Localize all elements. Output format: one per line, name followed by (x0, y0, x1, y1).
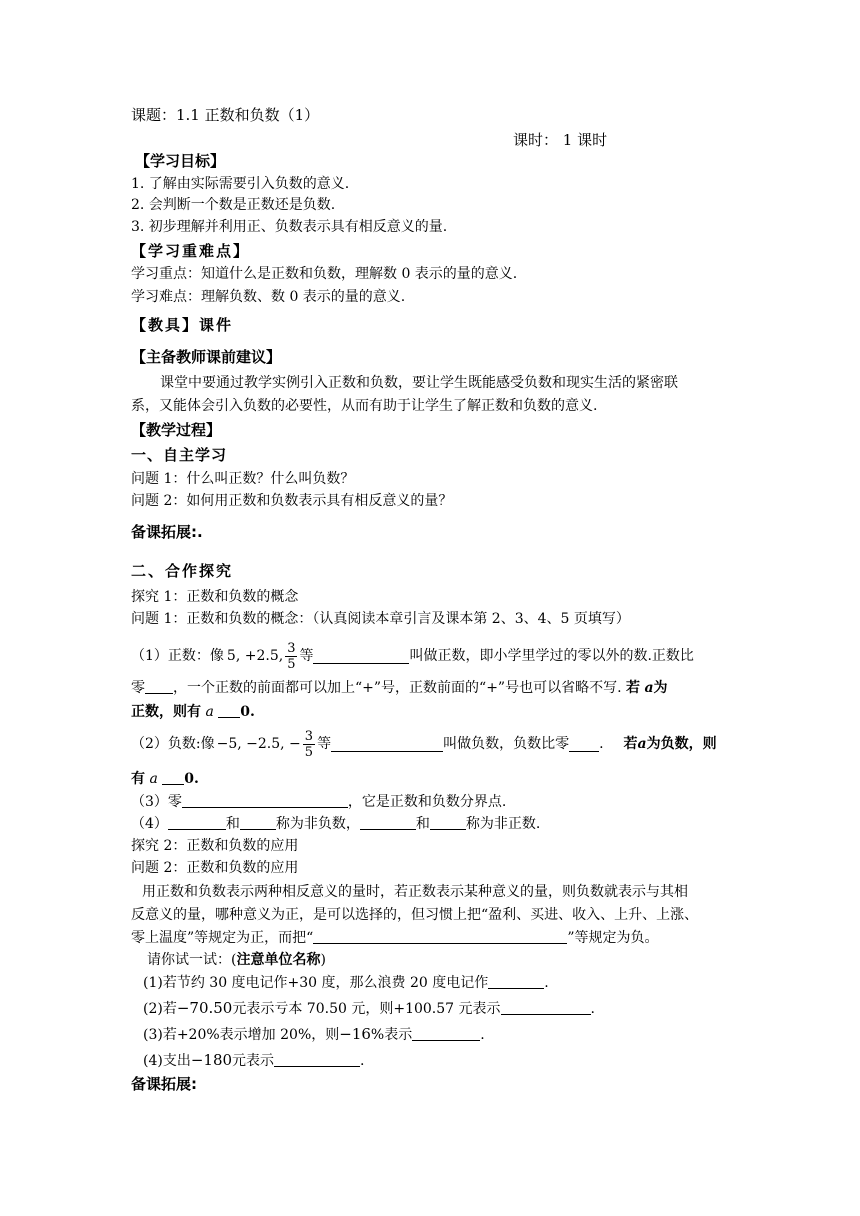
fraction-numerator: 3 (304, 728, 314, 744)
key-difficulty: 学习难点：理解负数、数 0 表示的量的意义. (131, 289, 406, 305)
answer-blank[interactable] (412, 1026, 480, 1041)
fraction-numerator: 3 (287, 640, 296, 656)
answer-blank[interactable] (168, 815, 226, 830)
nonneg-prefix: （4） (131, 816, 168, 832)
answer-blank[interactable] (360, 815, 416, 830)
exercise-text: %表示 (370, 1027, 413, 1043)
nonneg-end: 称为非正数. (465, 816, 541, 832)
answer-blank[interactable] (313, 929, 567, 944)
positive-line2 (131, 678, 668, 698)
explore-2: 探究 2：正数和负数的应用 (131, 838, 299, 854)
nonneg-and: 和 (415, 816, 430, 832)
paragraph-part: 零上温度”等规定为正，而把“ (131, 930, 314, 946)
answer-blank[interactable] (145, 679, 173, 694)
answer-blank[interactable] (501, 1000, 591, 1015)
exercise-4 (143, 1050, 365, 1071)
positive-is: 为 (653, 680, 668, 696)
negative-after: 叫做负数，负数比零 (443, 736, 570, 752)
section2-heading: 二、合作探究 (131, 562, 234, 580)
positive-line3 (131, 702, 255, 722)
exercise-end: . (590, 1001, 595, 1017)
exercise-end: . (360, 1053, 365, 1069)
exercise-text: (2)若 (143, 1001, 177, 1017)
exercise-text: (3)若+20%表示增加 20%，则 (143, 1027, 340, 1043)
positive-definition (131, 636, 694, 676)
positive-fraction (285, 641, 297, 672)
process-heading: 【教学过程】 (131, 421, 222, 439)
exercise-2 (143, 998, 595, 1019)
exercise-value: −16 (339, 1025, 371, 1043)
paragraph-part: ”等规定为负。 (567, 930, 659, 946)
lesson-extension: 备课拓展:. (131, 523, 203, 541)
advice-line: 系，又能体会引入负数的必要性，从而有助于让学生了解正数和负数的意义. (131, 398, 598, 414)
negative-after2: . (599, 736, 604, 752)
objective-item: 3. 初步理解并利用正、负数表示具有相反意义的量. (131, 219, 448, 235)
positive-line2-start: 零 (131, 680, 145, 696)
positive-examples: 5, +2.5, (226, 648, 284, 664)
exercise-value: −180 (190, 1051, 233, 1069)
answer-blank[interactable] (430, 815, 466, 830)
positive-line3-start: 正数，则有 (131, 704, 201, 720)
answer-blank[interactable] (182, 793, 348, 808)
objective-item: 2. 会判断一个数是正数还是负数. (131, 197, 336, 213)
tools-heading: 【教具】课件 (131, 316, 234, 334)
advice-line: 课堂中要通过教学实例引入正数和负数，要让学生既能感受负数和现实生活的紧密联 (160, 375, 678, 391)
objectives-heading: 【学习目标】 (135, 152, 226, 170)
fraction-denominator: 5 (287, 656, 296, 672)
try-suffix: ) (320, 952, 326, 968)
problem-1: 问题 1：正数和负数的概念：（认真阅读本章引言及课本第 2、3、4、5 页填写） (131, 611, 630, 627)
application-paragraph: 用正数和负数表示两种相反意义的量时，若正数表示某种意义的量，则负数就表示与其相 (142, 884, 688, 900)
exercise-text: 元表示 (232, 1053, 275, 1069)
question-1: 问题 1：什么叫正数？什么叫负数？ (131, 471, 355, 487)
variable-a: a (205, 704, 214, 720)
variable-a: a (149, 771, 158, 787)
negative-is: 为负数，则 (646, 736, 717, 752)
exercise-1 (143, 973, 549, 993)
negative-fraction (303, 729, 315, 760)
negative-line2-end: 0. (184, 771, 199, 787)
problem-2: 问题 2：正数和负数的应用 (131, 860, 299, 876)
answer-blank[interactable] (313, 649, 409, 664)
question-2: 问题 2：如何用正数和负数表示具有相反意义的量？ (131, 493, 453, 509)
negative-if: 若 (623, 736, 638, 752)
key-focus: 学习重点：知道什么是正数和负数，理解数 0 表示的量的意义. (131, 266, 518, 282)
answer-blank[interactable] (240, 815, 276, 830)
variable-a: a (637, 736, 647, 752)
try-prefix: 请你试一试：( (147, 952, 237, 968)
lesson-extension: 备课拓展: (131, 1075, 197, 1093)
fraction-denominator: 5 (304, 744, 314, 760)
objective-item: 1. 了解由实际需要引入负数的意义. (131, 176, 350, 192)
lesson-period: 课时： 1 课时 (513, 131, 608, 149)
answer-blank[interactable] (331, 737, 443, 752)
exercise-text: (1)若节约 30 度电记作+30 度，那么浪费 20 度电记作 (143, 975, 489, 991)
negative-examples: −5, −2.5, − (216, 736, 301, 752)
try-note: 注意单位名称 (236, 952, 321, 968)
negative-line2 (131, 769, 199, 789)
exercise-3 (143, 1024, 485, 1045)
positive-if: 若 (626, 680, 640, 696)
negative-line2-start: 有 (131, 771, 145, 787)
lesson-title: 课题：1.1 正数和负数（1） (131, 106, 320, 124)
exercise-text: 元表示亏本 70.50 元，则+100.57 元表示 (232, 1001, 501, 1017)
explore-1: 探究 1：正数和负数的概念 (131, 589, 299, 605)
answer-blank[interactable] (569, 737, 599, 752)
positive-line3-end: 0. (240, 704, 255, 720)
application-paragraph (131, 928, 659, 948)
section1-heading: 一、自主学习 (131, 446, 228, 464)
positive-mid: 等 (299, 648, 314, 664)
positive-after: 叫做正数，即小学里学过的零以外的数.正数比 (409, 648, 694, 664)
answer-blank[interactable] (162, 770, 184, 785)
variable-a: a (644, 680, 654, 696)
answer-blank[interactable] (488, 974, 544, 989)
nonneg-and: 和 (225, 816, 240, 832)
zero-prefix: （3）零 (131, 794, 182, 810)
nonnegative-definition (131, 814, 540, 834)
application-paragraph: 反意义的量，哪种意义为正，是可以选择的，但习惯上把“盈利、买进、收入、上升、上涨、 (131, 907, 699, 923)
advice-heading: 【主备教师课前建议】 (131, 348, 282, 366)
answer-blank[interactable] (274, 1052, 360, 1067)
positive-prefix: （1）正数：像 (131, 648, 224, 664)
try-it (147, 950, 326, 970)
exercise-value: −70.50 (176, 999, 233, 1017)
positive-line2-text: ，一个正数的前面都可以加上“+”号，正数前面的“+”号也可以省略不写. (173, 680, 622, 696)
negative-mid: 等 (317, 736, 332, 752)
zero-after: ，它是正数和负数分界点. (347, 794, 507, 810)
exercise-end: . (544, 975, 549, 991)
negative-prefix: （2）负数:像 (131, 736, 215, 752)
answer-blank[interactable] (218, 703, 240, 718)
nonneg-mid: 称为非负数， (275, 816, 360, 832)
keypoints-heading: 【学习重难点】 (131, 242, 251, 260)
zero-definition (131, 792, 506, 812)
exercise-text: (4)支出 (143, 1053, 191, 1069)
exercise-end: . (480, 1027, 485, 1043)
negative-definition (131, 724, 717, 764)
